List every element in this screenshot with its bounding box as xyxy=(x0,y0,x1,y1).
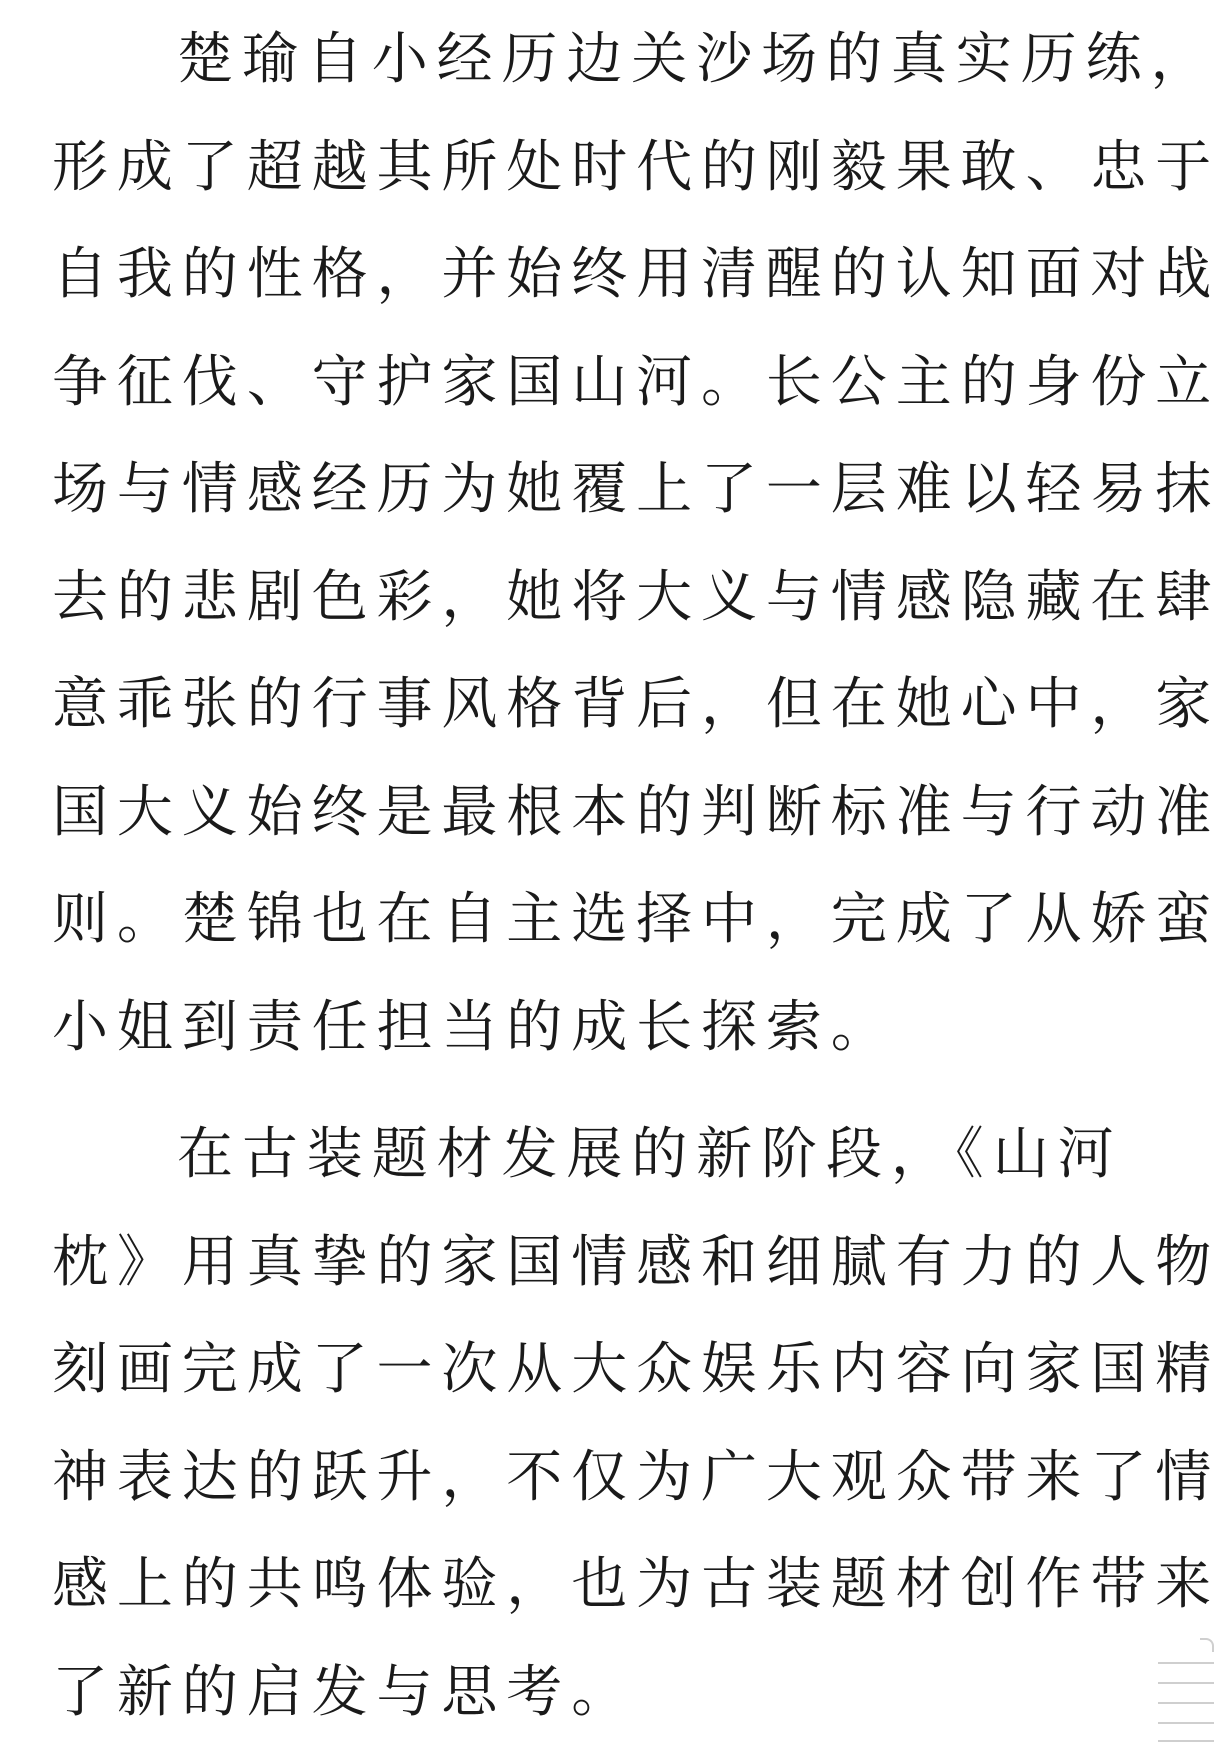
paragraph-1 xyxy=(52,6,1220,1081)
text-line: 自我的性格，并始终用清醒的认知面对战 xyxy=(52,242,1220,307)
paragraph-2 xyxy=(52,1101,1220,1746)
text-line: 形成了超越其所处时代的刚毅果敢、忠于 xyxy=(52,134,1220,200)
text-line: 去的悲剧色彩，她将大义与情感隐藏在肆 xyxy=(52,564,1220,630)
text-line: 则。楚锦也在自主选择中，完成了从娇蛮 xyxy=(52,887,1220,952)
text-line: 枕》用真挚的家国情感和细腻有力的人物 xyxy=(52,1229,1220,1295)
text-line: 刻画完成了一次从大众娱乐内容向家国精 xyxy=(52,1337,1220,1402)
corner-curve-mark xyxy=(1200,1638,1214,1652)
article-body xyxy=(52,6,1220,1746)
text-line: 在古装题材发展的新阶段，《山河 xyxy=(177,1122,1123,1187)
text-line: 意乖张的行事风格背后，但在她心中，家 xyxy=(52,672,1220,737)
text-line: 争征伐、守护家国山河。长公主的身份立 xyxy=(52,349,1220,415)
text-line: 国大义始终是最根本的判断标准与行动准 xyxy=(52,779,1220,845)
text-line: 场与情感经历为她覆上了一层难以轻易抹 xyxy=(52,457,1220,522)
corner-rule xyxy=(1158,1682,1214,1684)
corner-rule xyxy=(1158,1662,1214,1664)
corner-rule xyxy=(1158,1702,1214,1704)
page-corner-fold-icon xyxy=(1158,1638,1214,1742)
text-line: 小姐到责任担当的成长探索。 xyxy=(52,994,896,1060)
text-line: 了新的启发与思考。 xyxy=(52,1659,637,1725)
paragraph-spacer xyxy=(52,1081,1172,1101)
corner-rule xyxy=(1158,1722,1214,1724)
text-line: 神表达的跃升，不仅为广大观众带来了情 xyxy=(52,1444,1220,1510)
text-line: 楚瑜自小经历边关沙场的真实历练， xyxy=(177,27,1216,92)
text-line: 感上的共鸣体验，也为古装题材创作带来 xyxy=(52,1552,1220,1617)
corner-rule xyxy=(1158,1740,1214,1742)
